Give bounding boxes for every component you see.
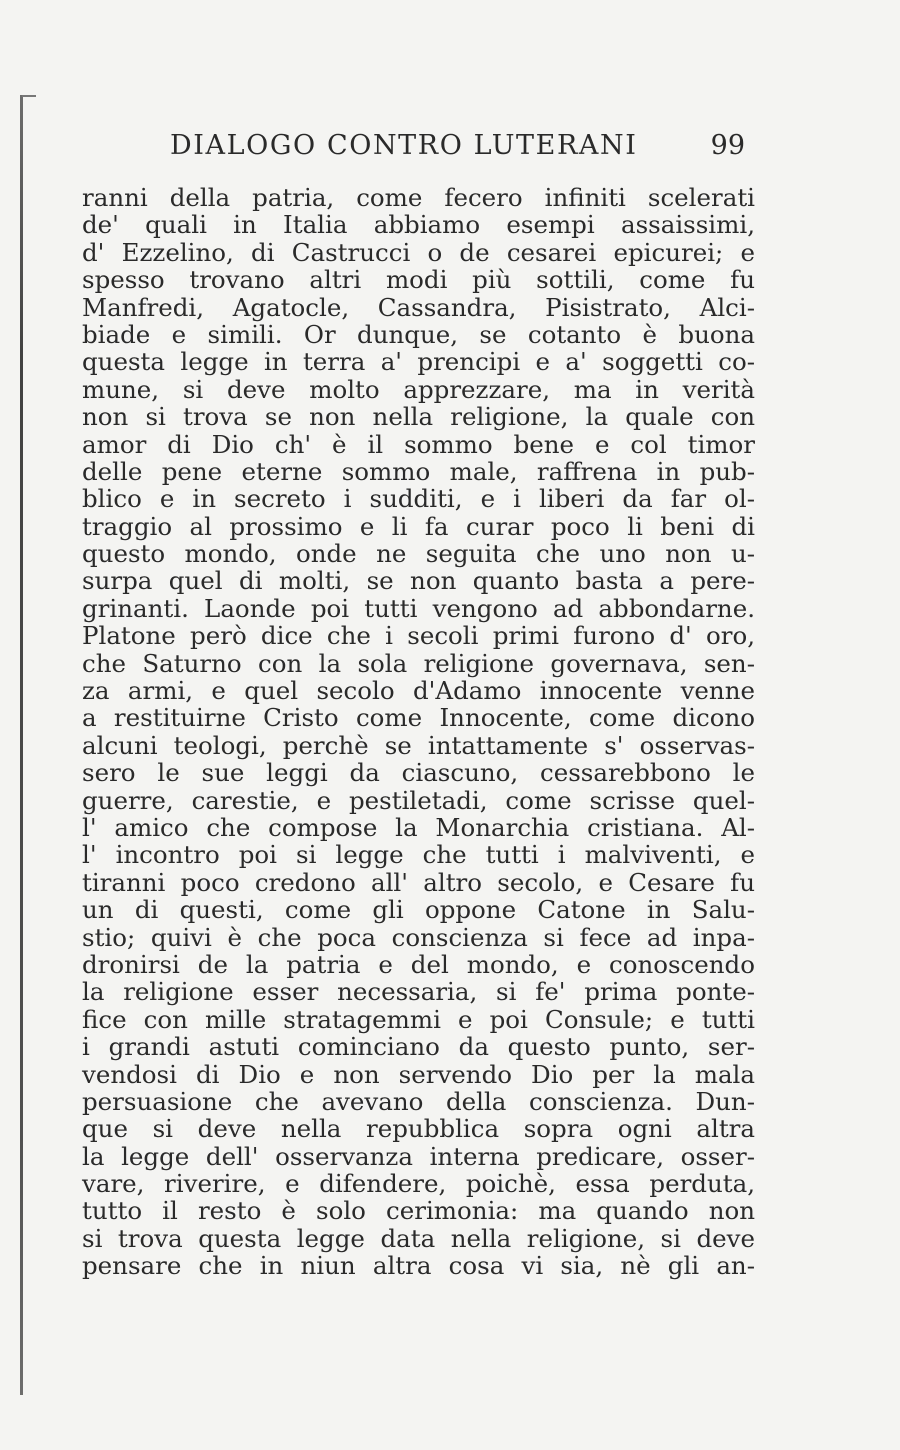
- page-number: 99: [710, 130, 745, 161]
- running-head: [170, 130, 745, 170]
- text-line: delle pene eterne sommo male, raffrena in pub-: [82, 456, 755, 486]
- text-line: un di questi, come gli oppone Catone in Salu-: [82, 895, 755, 925]
- text-line: amor di Dio ch' è il sommo bene e col timor: [82, 429, 755, 459]
- text-line: d' Ezzelino, di Castrucci o de cesarei epicurei; e: [82, 237, 755, 267]
- body-text: [82, 184, 755, 1280]
- text-line: grinanti. Laonde poi tutti vengono ad abbondarne.: [82, 593, 755, 623]
- text-line: guerre, carestie, e pestiletadi, come scrisse quel-: [82, 785, 755, 815]
- text-line: vendosi di Dio e non servendo Dio per la mala: [82, 1059, 755, 1089]
- text-line: la religione esser necessaria, si fe' prima ponte-: [82, 977, 755, 1007]
- text-line: tutto il resto è solo cerimonia: ma quando non: [82, 1196, 755, 1226]
- text-line: persuasione che avevano della conscienza. Dun-: [82, 1086, 755, 1116]
- text-line: spesso trovano altri modi più sottili, come fu: [82, 265, 755, 295]
- text-line: ranni della patria, come fecero infiniti scelerati: [82, 183, 755, 212]
- text-line: l' amico che compose la Monarchia cristiana. Al-: [82, 812, 755, 842]
- text-line: Manfredi, Agatocle, Cassandra, Pisistrato, Alci-: [82, 292, 755, 322]
- text-line: stio; quivi è che poca conscienza si fece ad inpa-: [82, 922, 755, 952]
- text-line: che Saturno con la sola religione governava, sen-: [82, 648, 755, 678]
- text-line: la legge dell' osservanza interna predicare, osser-: [82, 1141, 755, 1171]
- text-line: dronirsi de la patria e del mondo, e conoscendo: [82, 949, 755, 979]
- text-line: tiranni poco credono all' altro secolo, e Cesare fu: [82, 867, 755, 897]
- text-line: a restituirne Cristo come Innocente, come dicono: [82, 703, 755, 733]
- text-line: blico e in secreto i sudditi, e i liberi da far ol-: [82, 484, 755, 514]
- text-line: i grandi astuti cominciano da questo punto, ser-: [82, 1032, 755, 1062]
- text-line: Platone però dice che i secoli primi furono d' oro,: [82, 621, 755, 651]
- scan-edge-line: [20, 95, 23, 1395]
- text-line: pensare che in niun altra cosa vi sia, nè gli an-: [82, 1251, 755, 1281]
- scan-edge-mark: [22, 95, 36, 97]
- text-line: que si deve nella repubblica sopra ogni altra: [82, 1114, 755, 1144]
- text-line: biade e simili. Or dunque, se cotanto è buona: [82, 319, 755, 349]
- text-line: traggio al prossimo e li fa curar poco li beni di: [82, 511, 755, 541]
- text-line: za armi, e quel secolo d'Adamo innocente venne: [82, 676, 755, 706]
- text-line: si trova questa legge data nella religione, si deve: [82, 1223, 755, 1253]
- text-line: de' quali in Italia abbiamo esempi assaissimi,: [82, 210, 755, 240]
- text-line: vare, riverire, e difendere, poichè, essa perduta,: [82, 1169, 755, 1199]
- text-line: alcuni teologi, perchè se intattamente s' osservas-: [82, 730, 755, 760]
- text-line: mune, si deve molto apprezzare, ma in verità: [82, 374, 755, 404]
- text-line: non si trova se non nella religione, la quale con: [82, 402, 755, 432]
- text-line: fice con mille stratagemmi e poi Consule; e tutti: [82, 1004, 755, 1034]
- text-line: questo mondo, onde ne seguita che uno non u-: [82, 539, 755, 569]
- text-line: surpa quel di molti, se non quanto basta a pere-: [82, 566, 755, 596]
- text-line: questa legge in terra a' prencipi e a' soggetti co-: [82, 347, 755, 377]
- running-head-title: DIALOGO CONTRO LUTERANI: [170, 130, 638, 161]
- text-line: sero le sue leggi da ciascuno, cessarebbono le: [82, 758, 755, 788]
- text-line: l' incontro poi si legge che tutti i malviventi, e: [82, 840, 755, 870]
